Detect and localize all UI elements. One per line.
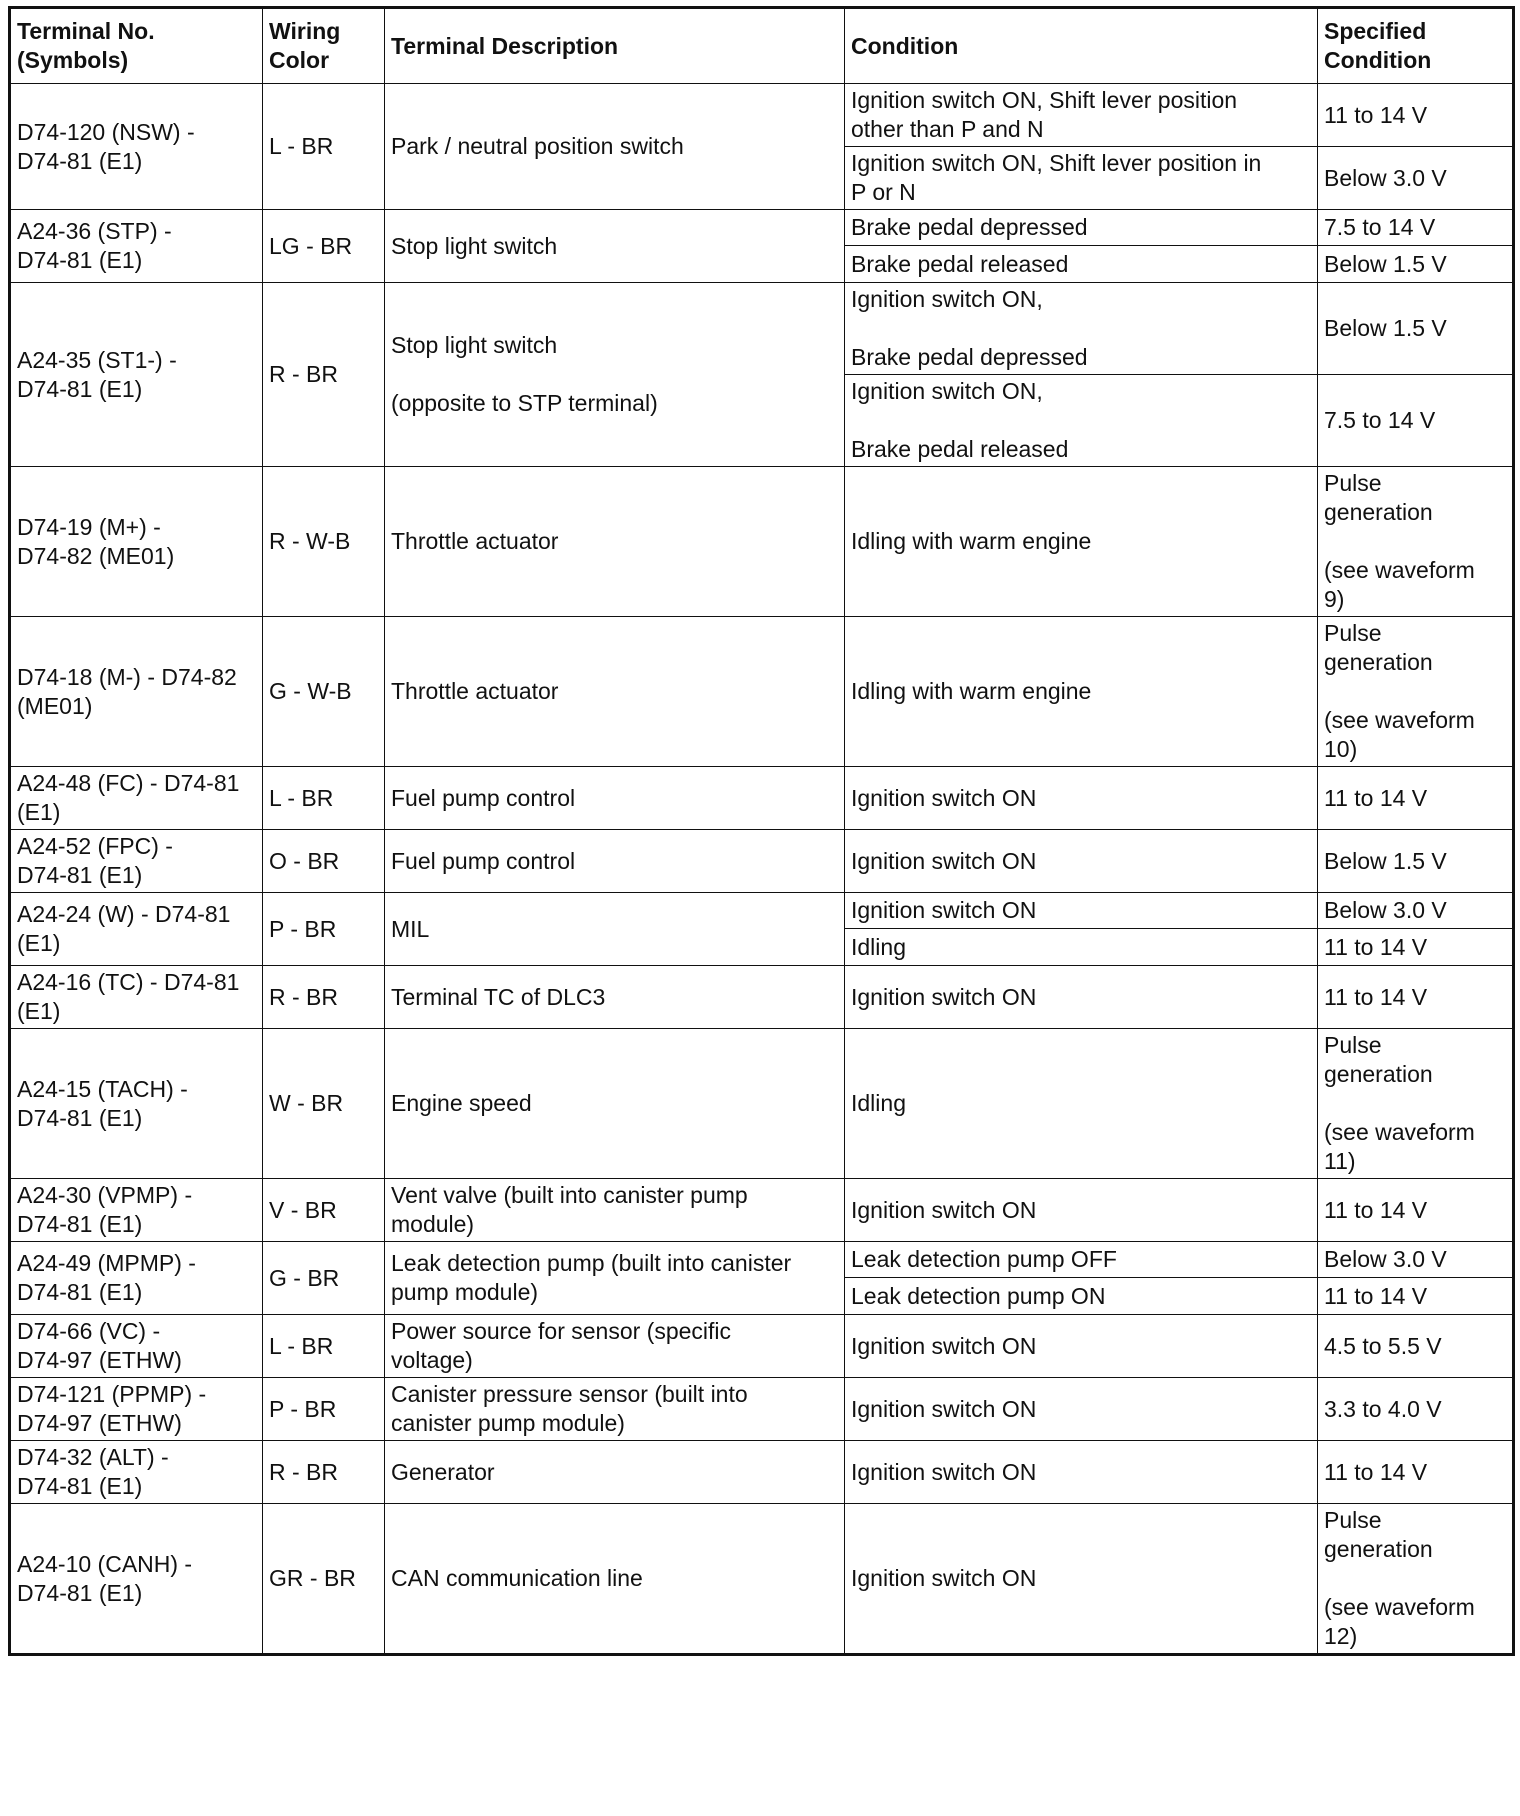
wiring-color-cell: GR - BR	[263, 1504, 385, 1655]
terminal-cell: A24-15 (TACH) - D74-81 (E1)	[10, 1029, 263, 1179]
wiring-color-cell: L - BR	[263, 767, 385, 830]
specified-condition-cell: Pulse generation (see waveform 9)	[1318, 467, 1514, 617]
condition-cell: Ignition switch ON, Shift lever position in P or N	[845, 147, 1318, 210]
specified-condition-cell: Pulse generation (see waveform 10)	[1318, 617, 1514, 767]
condition-cell: Brake pedal depressed	[845, 210, 1318, 246]
specified-condition-cell: 11 to 14 V	[1318, 84, 1514, 147]
condition-cell: Ignition switch ON, Brake pedal depressed	[845, 283, 1318, 375]
description-cell: MIL	[385, 893, 845, 966]
condition-cell: Ignition switch ON	[845, 1378, 1318, 1441]
wiring-color-cell: R - BR	[263, 1441, 385, 1504]
condition-cell: Leak detection pump OFF	[845, 1242, 1318, 1278]
specified-condition-cell: Below 3.0 V	[1318, 893, 1514, 929]
table-row	[10, 1029, 1514, 1179]
description-cell: Leak detection pump (built into canister pump module)	[385, 1242, 845, 1315]
condition-cell: Idling	[845, 929, 1318, 966]
wiring-color-cell: LG - BR	[263, 210, 385, 283]
table-row	[10, 1315, 1514, 1378]
table-row	[10, 210, 1514, 246]
description-cell: Fuel pump control	[385, 830, 845, 893]
condition-cell: Ignition switch ON	[845, 1441, 1318, 1504]
terminal-cell: A24-35 (ST1-) - D74-81 (E1)	[10, 283, 263, 467]
condition-cell: Ignition switch ON	[845, 966, 1318, 1029]
condition-cell: Idling with warm engine	[845, 617, 1318, 767]
terminal-cell: D74-66 (VC) - D74-97 (ETHW)	[10, 1315, 263, 1378]
description-cell: CAN communication line	[385, 1504, 845, 1655]
table-row	[10, 84, 1514, 147]
condition-cell: Ignition switch ON	[845, 1179, 1318, 1242]
specified-condition-cell: Below 1.5 V	[1318, 830, 1514, 893]
specified-condition-cell: 11 to 14 V	[1318, 767, 1514, 830]
wiring-color-cell: G - W-B	[263, 617, 385, 767]
specified-condition-cell: 7.5 to 14 V	[1318, 375, 1514, 467]
terminal-cell: D74-120 (NSW) - D74-81 (E1)	[10, 84, 263, 210]
terminal-cell: D74-121 (PPMP) - D74-97 (ETHW)	[10, 1378, 263, 1441]
description-cell: Terminal TC of DLC3	[385, 966, 845, 1029]
terminal-cell: A24-16 (TC) - D74-81 (E1)	[10, 966, 263, 1029]
specified-condition-cell: 3.3 to 4.0 V	[1318, 1378, 1514, 1441]
condition-cell: Idling with warm engine	[845, 467, 1318, 617]
condition-cell: Ignition switch ON	[845, 1504, 1318, 1655]
header-specified-condition: Specified Condition	[1318, 8, 1514, 84]
condition-cell: Ignition switch ON	[845, 830, 1318, 893]
condition-cell: Idling	[845, 1029, 1318, 1179]
wiring-color-cell: R - BR	[263, 283, 385, 467]
description-cell: Power source for sensor (specific voltage)	[385, 1315, 845, 1378]
condition-cell: Ignition switch ON, Shift lever position other than P and N	[845, 84, 1318, 147]
terminal-cell: A24-36 (STP) - D74-81 (E1)	[10, 210, 263, 283]
description-cell: Park / neutral position switch	[385, 84, 845, 210]
condition-cell: Leak detection pump ON	[845, 1278, 1318, 1315]
description-cell: Throttle actuator	[385, 467, 845, 617]
table-row	[10, 767, 1514, 830]
condition-cell: Ignition switch ON	[845, 1315, 1318, 1378]
table-row	[10, 1242, 1514, 1278]
wiring-color-cell: L - BR	[263, 84, 385, 210]
specified-condition-cell: 11 to 14 V	[1318, 929, 1514, 966]
table-row	[10, 966, 1514, 1029]
table-row	[10, 1504, 1514, 1655]
specified-condition-cell: 4.5 to 5.5 V	[1318, 1315, 1514, 1378]
specified-condition-cell: Below 3.0 V	[1318, 147, 1514, 210]
description-cell: Vent valve (built into canister pump module)	[385, 1179, 845, 1242]
specified-condition-cell: Below 1.5 V	[1318, 246, 1514, 283]
terminal-cell: A24-24 (W) - D74-81 (E1)	[10, 893, 263, 966]
table-row	[10, 830, 1514, 893]
header-condition: Condition	[845, 8, 1318, 84]
wiring-color-cell: L - BR	[263, 1315, 385, 1378]
terminal-cell: A24-52 (FPC) - D74-81 (E1)	[10, 830, 263, 893]
table-row	[10, 1378, 1514, 1441]
specified-condition-cell: 11 to 14 V	[1318, 1179, 1514, 1242]
wiring-color-cell: R - BR	[263, 966, 385, 1029]
wiring-color-cell: W - BR	[263, 1029, 385, 1179]
specified-condition-cell: 11 to 14 V	[1318, 966, 1514, 1029]
description-cell: Canister pressure sensor (built into canister pump module)	[385, 1378, 845, 1441]
description-cell: Stop light switch (opposite to STP terminal)	[385, 283, 845, 467]
wiring-color-cell: P - BR	[263, 1378, 385, 1441]
terminal-cell: A24-49 (MPMP) - D74-81 (E1)	[10, 1242, 263, 1315]
table-row	[10, 617, 1514, 767]
table-row	[10, 1441, 1514, 1504]
table-row	[10, 283, 1514, 375]
specified-condition-cell: Pulse generation (see waveform 11)	[1318, 1029, 1514, 1179]
specified-condition-cell: 7.5 to 14 V	[1318, 210, 1514, 246]
terminal-cell: A24-48 (FC) - D74-81 (E1)	[10, 767, 263, 830]
description-cell: Stop light switch	[385, 210, 845, 283]
wiring-color-cell: V - BR	[263, 1179, 385, 1242]
wiring-color-cell: G - BR	[263, 1242, 385, 1315]
condition-cell: Ignition switch ON	[845, 893, 1318, 929]
specified-condition-cell: 11 to 14 V	[1318, 1441, 1514, 1504]
header-wiring-color: Wiring Color	[263, 8, 385, 84]
description-cell: Generator	[385, 1441, 845, 1504]
table-row	[10, 467, 1514, 617]
wiring-color-cell: P - BR	[263, 893, 385, 966]
wiring-color-cell: O - BR	[263, 830, 385, 893]
wiring-color-cell: R - W-B	[263, 467, 385, 617]
terminal-cell: D74-18 (M-) - D74-82 (ME01)	[10, 617, 263, 767]
description-cell: Fuel pump control	[385, 767, 845, 830]
terminal-spec-table	[8, 6, 1515, 1656]
header-terminal: Terminal No. (Symbols)	[10, 8, 263, 84]
specified-condition-cell: Below 1.5 V	[1318, 283, 1514, 375]
terminal-cell: D74-19 (M+) - D74-82 (ME01)	[10, 467, 263, 617]
terminal-cell: A24-10 (CANH) - D74-81 (E1)	[10, 1504, 263, 1655]
condition-cell: Ignition switch ON	[845, 767, 1318, 830]
table-row	[10, 1179, 1514, 1242]
condition-cell: Brake pedal released	[845, 246, 1318, 283]
table-row	[10, 893, 1514, 929]
specified-condition-cell: Below 3.0 V	[1318, 1242, 1514, 1278]
specified-condition-cell: Pulse generation (see waveform 12)	[1318, 1504, 1514, 1655]
header-row	[10, 8, 1514, 84]
condition-cell: Ignition switch ON, Brake pedal released	[845, 375, 1318, 467]
specified-condition-cell: 11 to 14 V	[1318, 1278, 1514, 1315]
terminal-cell: D74-32 (ALT) - D74-81 (E1)	[10, 1441, 263, 1504]
description-cell: Engine speed	[385, 1029, 845, 1179]
description-cell: Throttle actuator	[385, 617, 845, 767]
terminal-cell: A24-30 (VPMP) - D74-81 (E1)	[10, 1179, 263, 1242]
header-description: Terminal Description	[385, 8, 845, 84]
